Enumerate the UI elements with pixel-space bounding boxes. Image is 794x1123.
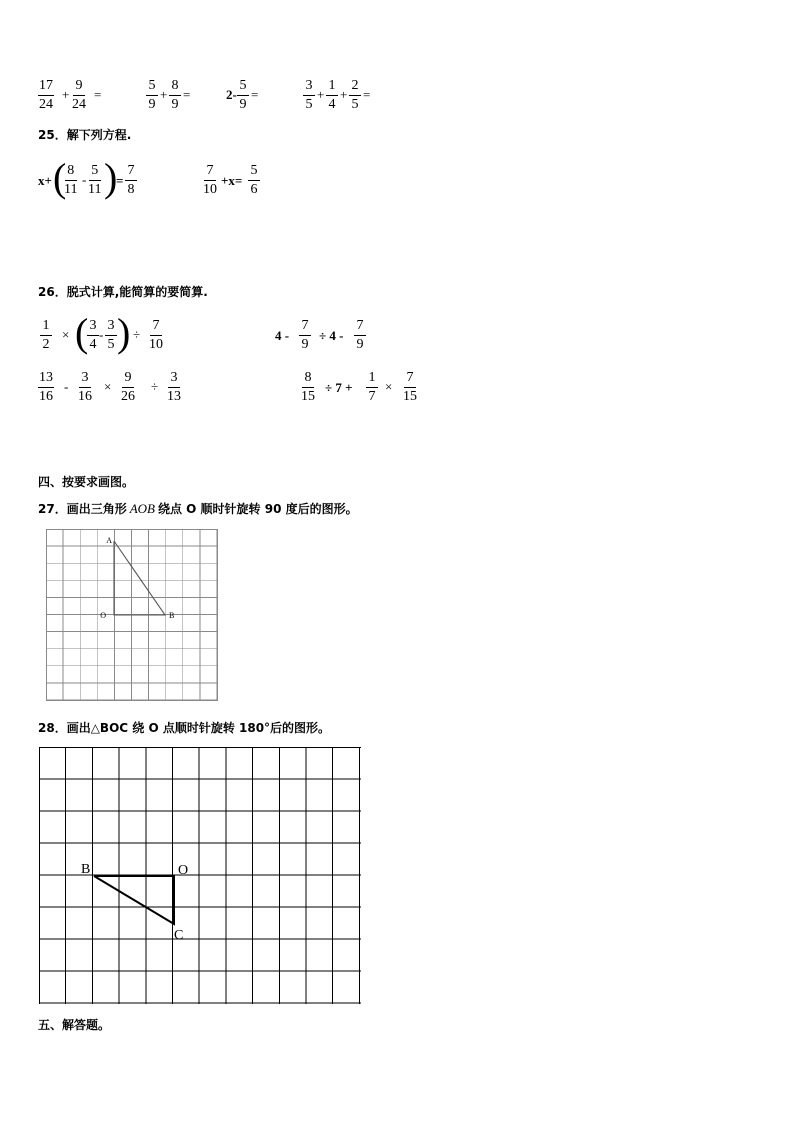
- left-paren: (: [53, 155, 67, 200]
- denominator: 11: [88, 182, 102, 197]
- numerator: 1: [366, 370, 378, 388]
- divide-4-minus: ÷ 4 -: [319, 328, 344, 343]
- denominator: 9: [148, 97, 156, 112]
- title-part-2: 绕点 O 顺时针旋转 90 度后的图形。: [157, 502, 358, 516]
- equals-sign: =: [363, 87, 371, 102]
- denominator: 11: [64, 182, 78, 197]
- minus-sign: -: [64, 379, 69, 394]
- denominator: 26: [121, 389, 135, 404]
- numerator: 13: [38, 370, 54, 388]
- question-26-title: 26．脱式计算,能简算的要简算.: [38, 285, 208, 299]
- numerator: 3: [79, 370, 91, 388]
- left-paren: (: [75, 310, 89, 355]
- denominator: 9: [301, 337, 309, 352]
- denominator: 16: [39, 389, 53, 404]
- denominator: 5: [305, 97, 313, 112]
- denominator: 5: [107, 337, 115, 352]
- grid-28: [39, 747, 363, 1005]
- denominator: 6: [250, 182, 258, 197]
- equals-sign: =: [251, 87, 259, 102]
- numerator: 7: [204, 163, 216, 181]
- denominator: 24: [39, 97, 53, 112]
- equals-sign: =: [116, 173, 124, 188]
- point-c-label: C: [174, 928, 184, 943]
- plus-sign: +: [340, 87, 348, 102]
- denominator: 4: [328, 97, 336, 112]
- divide-sign: ÷: [133, 327, 141, 342]
- equals-sign: =: [94, 87, 102, 102]
- numerator: 5: [89, 163, 101, 181]
- numerator: 9: [122, 370, 134, 388]
- point-b-label: B: [81, 862, 91, 877]
- minus-sign: -: [99, 327, 104, 342]
- plus-sign: +: [160, 87, 168, 102]
- point-o-label: O: [178, 863, 189, 878]
- numerator: 8: [65, 163, 77, 181]
- numerator: 7: [404, 370, 416, 388]
- denominator: 10: [149, 337, 163, 352]
- numerator: 5: [248, 163, 260, 181]
- triangle-boc: [94, 876, 174, 924]
- times-sign: ×: [385, 379, 393, 394]
- equals-sign: =: [183, 87, 191, 102]
- numerator: 8: [302, 370, 314, 388]
- triangle-aob: [114, 541, 165, 615]
- plus-sign: +: [62, 87, 70, 102]
- denominator: 8: [127, 182, 135, 197]
- denominator: 9: [239, 97, 247, 112]
- plus-sign: +: [317, 87, 325, 102]
- section-5-title: 五、解答题。: [38, 1018, 111, 1032]
- numerator: 3: [303, 78, 315, 96]
- denominator: 4: [89, 337, 97, 352]
- numerator: 7: [125, 163, 137, 181]
- numerator: 7: [150, 318, 162, 336]
- numerator: 7: [354, 318, 366, 336]
- plus-x-equals: +x=: [221, 173, 243, 188]
- section-4-title: 四、按要求画图。: [38, 475, 135, 489]
- denominator: 10: [203, 182, 217, 197]
- numerator: 9: [73, 78, 85, 96]
- numerator: 8: [169, 78, 181, 96]
- numerator: 3: [168, 370, 180, 388]
- denominator: 9: [356, 337, 364, 352]
- numerator: 7: [299, 318, 311, 336]
- minus-sign: -: [82, 172, 87, 187]
- leading-term: 4 -: [275, 328, 290, 343]
- question-27-title: [38, 500, 358, 517]
- denominator: 15: [403, 389, 417, 404]
- numerator: 1: [40, 318, 52, 336]
- leading-term: 2-: [226, 87, 237, 102]
- denominator: 2: [42, 337, 50, 352]
- question-28-title: 28．画出△BOC 绕 O 点顺时针旋转 180°后的图形。: [38, 721, 331, 735]
- denominator: 7: [368, 389, 376, 404]
- numerator: 17: [38, 78, 54, 96]
- denominator: 24: [72, 97, 86, 112]
- numerator: 3: [87, 318, 99, 336]
- right-paren: ): [117, 310, 131, 355]
- numerator: 3: [105, 318, 117, 336]
- numerator: 1: [326, 78, 338, 96]
- divide-sign: ÷: [151, 379, 159, 394]
- grid-27: [46, 529, 218, 701]
- divide-7-plus: ÷ 7 +: [325, 380, 353, 395]
- triangle-name: AOB: [129, 501, 155, 516]
- times-sign: ×: [104, 379, 112, 394]
- point-o-label: O: [100, 611, 106, 620]
- question-25-title: 25．解下列方程.: [38, 128, 132, 142]
- point-a-label: A: [106, 536, 112, 545]
- right-paren: ): [104, 155, 118, 200]
- denominator: 9: [171, 97, 179, 112]
- numerator: 5: [146, 78, 158, 96]
- numerator: 5: [237, 78, 249, 96]
- leading-term: x+: [38, 173, 52, 188]
- numerator: 2: [349, 78, 361, 96]
- point-b-label: B: [169, 611, 175, 620]
- denominator: 5: [351, 97, 359, 112]
- denominator: 13: [167, 389, 181, 404]
- denominator: 15: [301, 389, 315, 404]
- title-part-1: 27．画出三角形: [38, 502, 127, 516]
- times-sign: ×: [62, 327, 70, 342]
- denominator: 16: [78, 389, 92, 404]
